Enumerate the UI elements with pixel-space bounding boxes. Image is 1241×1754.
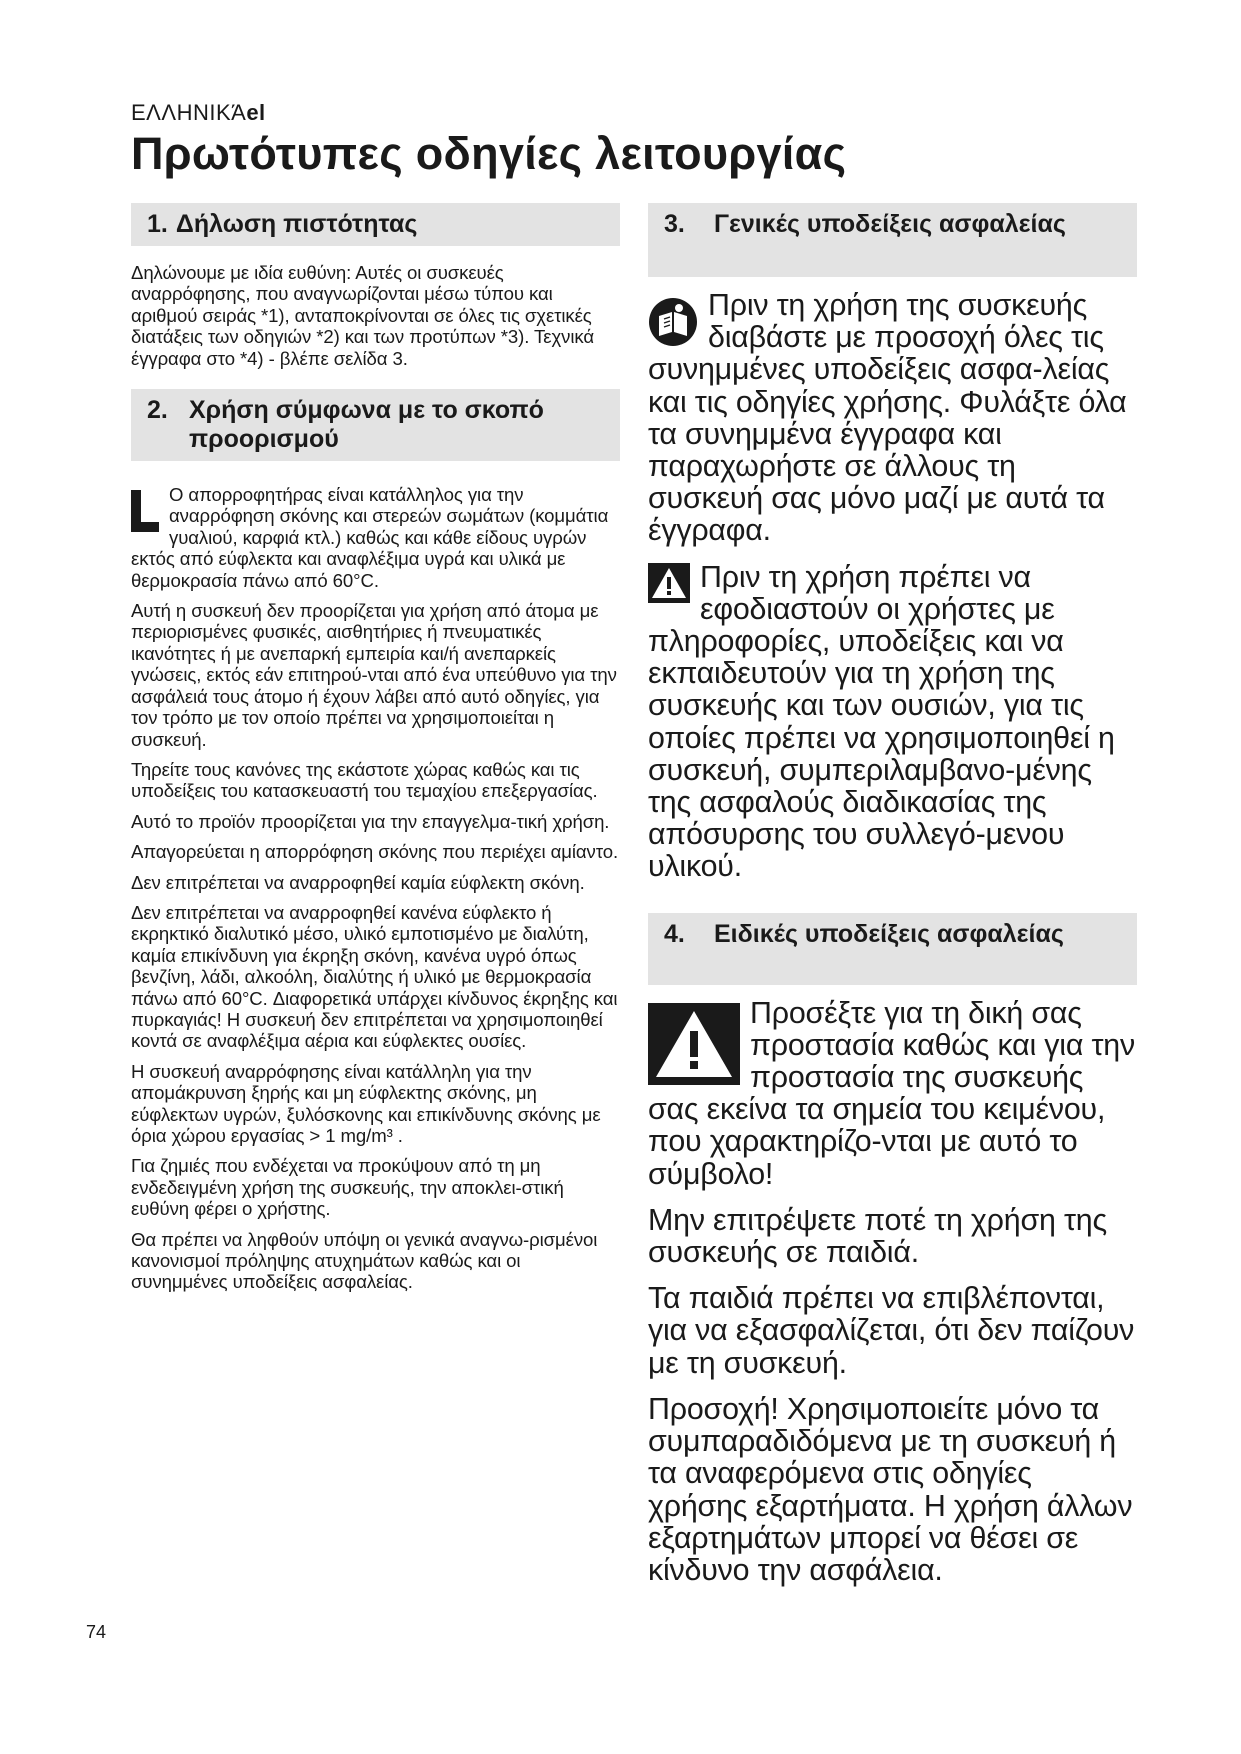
section-2-title: Χρήση σύμφωνα με το σκοπό προορισμού — [189, 396, 544, 454]
language-code: el — [246, 100, 266, 125]
page-number: 74 — [86, 1622, 107, 1642]
warning-icon — [648, 563, 690, 608]
section-2-paragraph: Ο απορροφητήρας είναι κατάλληλος για την αναρρόφηση σκόνης και στερεών σωμάτων (κομμάτια γυαλιού, καρφιά κτλ.) καθώς και κάθε είδους υγρών εκτός από εύφλεκτα και αναφλέξιμα υγρά και υλικά με θερμοκρασία πάνω από 60°C. — [131, 484, 609, 591]
section-2-body — [131, 484, 620, 1293]
section-2-paragraph: Για ζημιές που ενδέχεται να προκύψουν από τη μη ενδεδειγμένη χρήση της συσκευής, την αποκλει-στική ευθύνη φέρει ο χρήστης. — [131, 1155, 564, 1220]
large-warning-icon — [648, 1003, 740, 1090]
section-2-paragraph: Δεν επιτρέπεται να αναρροφηθεί κανένα εύφλεκτο ή εκρηκτικό διαλυτικό μέσο, υλικό εμποτισμένο με διαλύτη, καμία επικίνδυνη για έκρηξη σκόνη, κανένα υγρό όπως βενζίνη, λάδι, αλκοόλη, διαλύτης ή υλικό με θερμοκρασία πάνω από 60°C. Διαφορετικά υπάρχει κίνδυνος έκρηξης και πυρκαγιάς! Η συσκευή δεν επιτρέπεται να χρησιμοποιηθεί κοντά σε αναφλέξιμα αέρια και εύφλεκτες ουσίες. — [131, 901, 618, 1052]
section-1-header — [131, 203, 620, 246]
section-4-header — [648, 913, 1137, 985]
section-2-paragraph: Τηρείτε τους κανόνες της εκάστοτε χώρας καθώς και τις υποδείξεις του κατασκευαστή του τεμαχίου επεξεργασίας. — [131, 758, 598, 802]
read-manual-icon — [648, 297, 698, 352]
section-3-title: Γενικές υποδείξεις ασφαλείας — [714, 210, 1066, 238]
language-name: ΕΛΛΗΝΙΚΆ — [131, 100, 247, 125]
section-1-title: Δήλωση πιστότητας — [175, 210, 418, 238]
section-1-text: Δηλώνουμε με ιδία ευθύνη: Αυτές οι συσκευές αναρρόφησης, που αναγνωρίζονται μέσω τύπου και αριθμού σειράς *1), ανταποκρίνονται σε όλες τις σχετικές διατάξεις των οδηγιών *2) και των προτύπων *3). Τεχνικά έγγραφα στο *4) - βλέπε σελίδα 3. — [131, 262, 594, 369]
section-2-paragraph: Απαγορεύεται η απορρόφηση σκόνης που περιέχει αμίαντο. — [131, 841, 619, 863]
section-2-paragraph: Θα πρέπει να ληφθούν υπόψη οι γενικά αναγνω-ρισμένοι κανονισμοί πρόληψης ατυχημάτων καθώς και οι συνημμένες υποδείξεις ασφαλείας. — [131, 1228, 598, 1293]
right-column — [648, 203, 1137, 1600]
section-3-number: 3. — [664, 210, 685, 238]
section-3-header — [648, 203, 1137, 277]
section-3-paragraph-1: Πριν τη χρήση της συσκευής διαβάστε με προσοχή όλες τις συνημμένες υποδείξεις ασφα-λείας και τις οδηγίες χρήσης. Φυλάξτε όλα τα συνημμένα έγγραφα και παραχωρήστε σε άλλους τη συσκευή σας μόνο μαζί με αυτά τα έγγραφα. — [648, 288, 1127, 548]
section-3-paragraph-2: Πριν τη χρήση πρέπει να εφοδιαστούν οι χρήστες με πληροφορίες, υποδείξεις και να εκπαιδευτούν για τη χρήση της συσκευής και των ουσιών, για τις οποίες πρέπει να χρησιμοποιηθεί η συσκευή, συμπεριλαμβανο-μένης της ασφαλούς διαδικασίας της απόσυρσης του συλλεγό-μενου υλικού. — [648, 559, 1115, 884]
section-2-header — [131, 389, 620, 461]
section-2-paragraph: Η συσκευή αναρρόφησης είναι κατάλληλη για την απομάκρυνση ξηρής και μη εύφλεκτης σκόνης, μη εύφλεκτων υγρών, ξυλόσκονης και επικίνδυνης σκόνης με όρια χώρου εργασίας > 1 mg/m³ . — [131, 1060, 601, 1146]
section-2-paragraph: Αυτό το προϊόν προορίζεται για την επαγγελμα-τική χρήση. — [131, 810, 610, 832]
section-2-paragraph: Αυτή η συσκευή δεν προορίζεται για χρήση από άτομα με περιορισμένες φυσικές, αισθητήριες ή πνευματικές ικανότητες ή με ανεπαρκή εμπειρία και/ή ανεπαρκείς γνώσεις, εκτός εάν επιτηρού-νται από ένα υπεύθυνο για την ασφάλειά τους άτομο ή έχουν λάβει από αυτό οδηγίες, για τον τρόπο με τον οποίο πρέπει να χρησιμοποιείται η συσκευή. — [131, 600, 617, 750]
section-4-paragraph: Μην επιτρέψετε ποτέ τη χρήση της συσκευής σε παιδιά. — [648, 1202, 1107, 1270]
section-2-number: 2. — [147, 396, 168, 425]
section-4-paragraph: Προσοχή! Χρησιμοποιείτε μόνο τα συμπαραδιδόμενα με τη συσκευή ή τα αναφερόμενα στις οδηγίες χρήσης εξαρτήματα. Η χρήση άλλων εξαρτημάτων μπορεί να θέσει σε κίνδυνο την ασφάλεια. — [648, 1391, 1133, 1587]
section-4-title: Ειδικές υποδείξεις ασφαλείας — [714, 919, 1064, 948]
section-4-number: 4. — [664, 919, 685, 948]
section-1-number: 1. — [147, 210, 168, 238]
section-4-body — [648, 997, 1137, 1586]
section-3-body — [648, 289, 1137, 897]
section-4-paragraph: Τα παιδιά πρέπει να επιβλέπονται, για να εξασφαλίζεται, ότι δεν παίζουν με τη συσκευή. — [648, 1281, 1135, 1380]
page-title: Πρωτότυπες οδηγίες λειτουργίας — [131, 128, 847, 179]
section-2-paragraph: Δεν επιτρέπεται να αναρροφηθεί καμία εύφλεκτη σκόνη. — [131, 871, 585, 893]
l-mark-icon — [131, 490, 161, 532]
section-4-paragraph: Προσέξτε για τη δική σας προστασία καθώς και για την προστασία της συσκευής σας εκείνα τα σημεία του κειμένου, που χαρακτηρίζο-νται με αυτό το σύμβολο! — [648, 995, 1135, 1191]
language-label — [131, 100, 266, 126]
left-column — [131, 203, 620, 1302]
